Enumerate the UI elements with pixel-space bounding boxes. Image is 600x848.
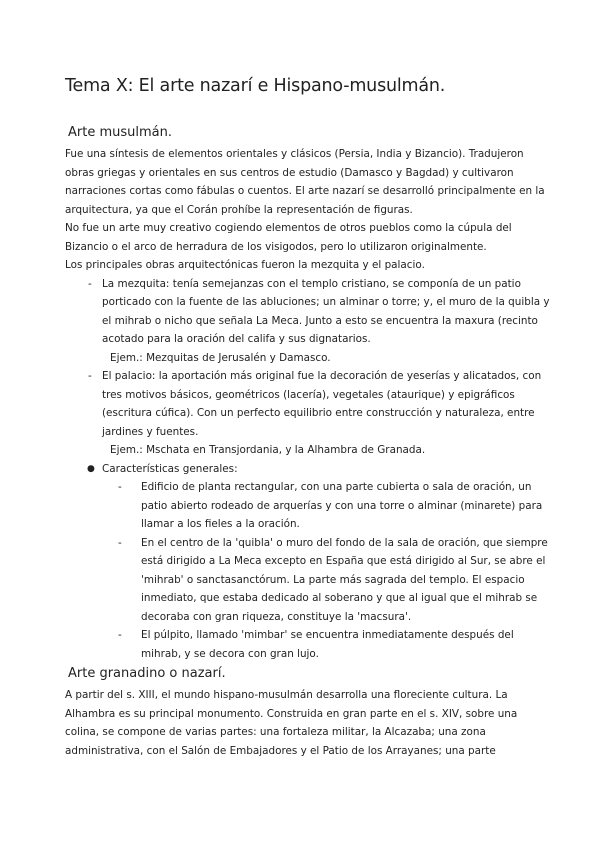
characteristics-list: [65, 478, 550, 663]
list-item: - En el centro de la 'quibla' o muro del fondo de la sala de oración, que siempre está dirigido a La Meca excepto en España que está dirigido al Sur, se abre el 'mihrab' o sanctasanctórum. La parte más sagrada del templo. El espacio inmediato, que estaba dedicado al soberano y que al igual que el mihrab se decoraba con gran riqueza, constituye la 'macsura'.: [103, 534, 550, 627]
list-item: - Edificio de planta rectangular, con una parte cubierta o sala de oración, un patio abierto rodeado de arquerías y con una torre o alminar (minarete) para llamar a los fieles a la oración.: [103, 478, 550, 534]
mezquita-text: La mezquita: tenía semejanzas con el templo cristiano, se componía de un patio porticado con la fuente de las abluciones; un alminar o torre; y, el muro de la quibla y el mihrab o nicho que señala La Meca. Junto a esto se encuentra la maxura (recinto acotado para la oración del califa y sus dignatarios.: [102, 277, 550, 345]
characteristics-block: [65, 460, 550, 479]
influences-paragraph: No fue un arte muy creativo cogiendo elementos de otros pueblos como la cúpula del Bizancio o el arco de herradura de los visigodos, pero lo utilizaron originalmente.: [65, 222, 512, 253]
palacio-text: El palacio: la aportación más original fue la decoración de yeserías y alicatados, con tres motivos básicos, geométricos (lacería), vegetales (ataurique) y epigráficos (escritura cúfica). Con un perfecto equilibrio entre construcción y naturaleza, entre jardines y fuentes.: [102, 370, 542, 438]
characteristics-label: Características generales:: [102, 462, 238, 475]
granadino-paragraph: A partir del s. XIII, el mundo hispano-musulmán desarrolla una floreciente cultura. La Alhambra es su principal monumento. Construida en gran parte en el s. XIV, sobre una colina, se compone de varias partes: una fortaleza militar, la Alcazaba; una zona administrativa, con el Salón de Embajadores y el Patio de los Arrayanes; una parte: [65, 689, 518, 757]
bullet-dot-icon: ●: [87, 463, 95, 474]
mezquita-example: Ejem.: Mezquitas de Jerusalén y Damasco.: [110, 351, 331, 364]
main-works-paragraph: Los principales obras arquitectónicas fueron la mezquita y el palacio.: [65, 259, 425, 271]
list-item: - El púlpito, llamado 'mimbar' se encuentra inmediatamente después del mihrab, y se decora con gran lujo.: [103, 626, 550, 663]
section-heading-arte-musulman: Arte musulmán.: [68, 125, 172, 140]
page-title: Tema X: El arte nazarí e Hispano-musulmán.: [65, 76, 446, 96]
works-list: [65, 275, 550, 460]
intro-paragraph: Fue una síntesis de elementos orientales y clásicos (Persia, India y Bizancio). Tradujeron obras griegas y orientales en sus centros de estudio (Damasco y Bagdad) y cultivaron narraciones cortas como fábulas o cuentos. El arte nazarí se desarrolló principalmente en la arquitectura, ya que el Corán prohíbe la representación de figuras.: [65, 148, 545, 216]
list-item-mezquita: [65, 275, 550, 368]
section-heading-arte-granadino: Arte granadino o nazarí.: [68, 666, 226, 681]
list-item-palacio: [65, 367, 550, 460]
palacio-example: Ejem.: Mschata en Transjordania, y la Alhambra de Granada.: [110, 444, 426, 456]
